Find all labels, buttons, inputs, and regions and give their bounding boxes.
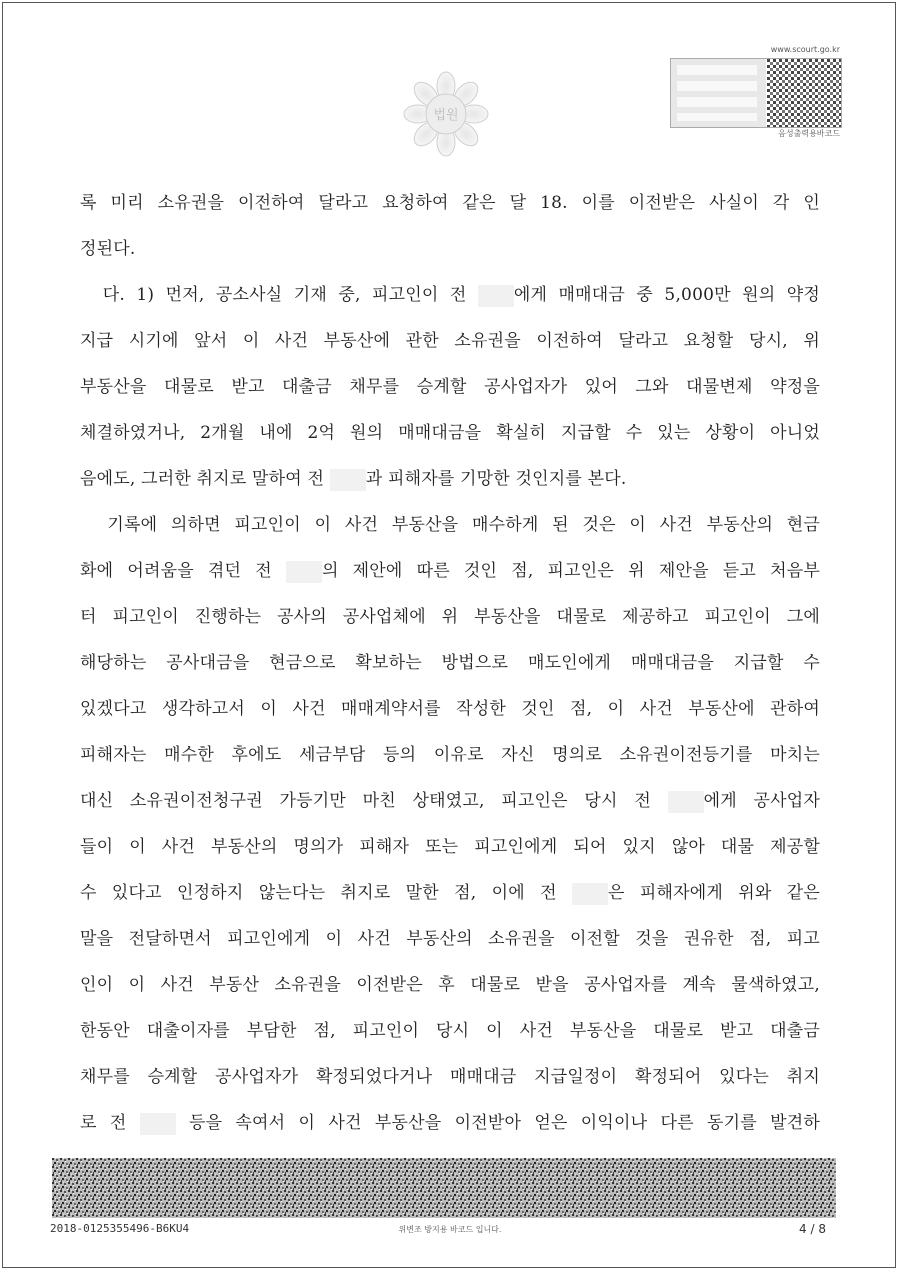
barcode-note: 위변조 방지용 바코드 입니다. — [398, 1225, 502, 1234]
text-line: 말을 전달하면서 피고인에게 이 사건 부동산의 소유권을 이전할 것을 권유한 점, 피고 — [80, 929, 820, 949]
page-number: 4 / 8 — [799, 1222, 826, 1236]
text-line: 로 전 등을 속여서 이 사건 부동산을 이전받아 얻은 이익이나 다른 동기를 발견하 — [80, 1113, 820, 1133]
judgment-body — [80, 186, 820, 1152]
text-line: 정된다. — [80, 239, 136, 259]
barcode-caption: 음성출력용바코드 — [778, 129, 840, 138]
text-line: 채무를 승계할 공사업자가 확정되었다거나 매매대금 지급일정이 확정되어 있다는 취지 — [80, 1067, 820, 1087]
text-line: 대신 소유권이전청구권 가등기만 마친 상태였고, 피고인은 당시 전 에게 공사업자 — [80, 791, 820, 811]
redacted-name — [330, 469, 366, 491]
text-line: 인이 이 사건 부동산 소유권을 이전받은 후 대물로 받을 공사업자를 계속 물색하였고, — [80, 975, 820, 995]
text-line: 체결하였거나, 2개월 내에 2억 원의 매매대금을 확실히 지급할 수 있는 상황이 아니었 — [80, 423, 820, 443]
text-line: 있겠다고 생각하고서 이 사건 매매계약서를 작성한 것인 점, 이 사건 부동산에 관하여 — [80, 699, 820, 719]
text-line: 수 있다고 인정하지 않는다는 취지로 말한 점, 이에 전 은 피해자에게 위와 같은 — [80, 883, 820, 903]
text-line: 록 미리 소유권을 이전하여 달라고 요청하여 같은 달 18. 이를 이전받은 사실이 각 인 — [80, 193, 820, 213]
document-id: 2018-0125355496-B6KU4 — [50, 1222, 190, 1235]
anti-forgery-barcode — [52, 1158, 836, 1218]
redacted-name — [478, 285, 514, 307]
voice-output-barcode — [670, 58, 842, 128]
text-line: 음에도, 그러한 취지로 말하여 전 과 피해자를 기망한 것인지를 본다. — [80, 469, 627, 489]
text-line: 한동안 대출이자를 부담한 점, 피고인이 당시 이 사건 부동산을 대물로 받고 대출금 — [80, 1021, 820, 1041]
redacted-name — [668, 791, 704, 813]
barcode-url: www.scourt.go.kr — [770, 45, 840, 54]
text-line: 터 피고인이 진행하는 공사의 공사업체에 위 부동산을 대물로 제공하고 피고인이 그에 — [80, 607, 820, 627]
text-line: 들이 이 사건 부동산의 명의가 피해자 또는 피고인에게 되어 있지 않아 대물 제공할 — [80, 837, 820, 857]
text-line: 지급 시기에 앞서 이 사건 부동산에 관한 소유권을 이전하여 달라고 요청할 당시, 위 — [80, 331, 820, 351]
text-line: 부동산을 대물로 받고 대출금 채무를 승계할 공사업자가 있어 그와 대물변제 약정을 — [80, 377, 820, 397]
text-line: 해당하는 공사대금을 현금으로 확보하는 방법으로 매도인에게 매매대금을 지급할 수 — [80, 653, 820, 673]
redacted-name — [286, 561, 322, 583]
text-line: 화에 어려움을 겪던 전 의 제안에 따른 것인 점, 피고인은 위 제안을 듣고 처음부 — [80, 561, 820, 581]
text-line: 기록에 의하면 피고인이 이 사건 부동산을 매수하게 된 것은 이 사건 부동산의 현금 — [80, 515, 820, 535]
redacted-name — [572, 883, 608, 905]
court-seal-icon — [396, 64, 496, 160]
redacted-name — [140, 1113, 176, 1135]
text-line: 다. 1) 먼저, 공소사실 기재 중, 피고인이 전 에게 매매대금 중 5,000만 원의 약정 — [80, 285, 820, 305]
svg-text:법원: 법원 — [433, 108, 459, 123]
text-line: 피해자는 매수한 후에도 세금부담 등의 이유로 자신 명의로 소유권이전등기를 마치는 — [80, 745, 820, 765]
